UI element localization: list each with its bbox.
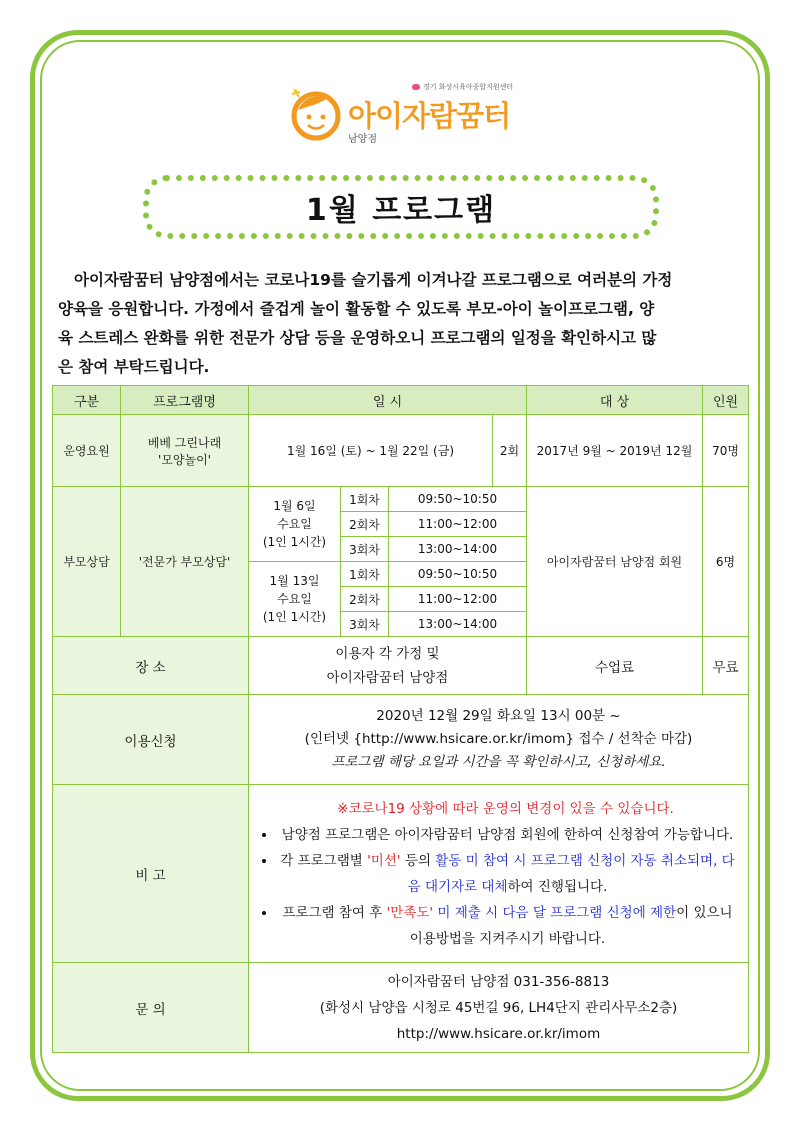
row2-day1-date: 1월 6일: [273, 499, 316, 513]
table-header-row: [53, 386, 749, 415]
note-text: 이 있으니 이용방법을 지켜주시기 바랍니다.: [409, 904, 733, 947]
child-face-logo-icon: [288, 86, 344, 142]
row2-day1-weekday: 수요일: [277, 517, 312, 531]
session-time: 11:00~12:00: [389, 512, 527, 537]
notes-list: [259, 822, 738, 952]
header-target: 대 상: [527, 386, 703, 415]
session-label: 2회차: [341, 587, 389, 612]
notes-label: 비 고: [53, 785, 249, 963]
table-row: [53, 415, 749, 487]
logo-org-text: 경기 화성시육아종합지원센터: [423, 83, 514, 91]
row1-times: 2회: [493, 415, 527, 487]
place-label: 장 소: [53, 637, 249, 695]
header-datetime: 일 시: [249, 386, 527, 415]
logo-organization: [412, 82, 513, 92]
place-value-line2: 아이자람꿈터 남양점: [326, 669, 449, 686]
apply-method: (인터넷 {http://www.hsicare.or.kr/imom} 접수 / 선착순 마감): [304, 731, 693, 747]
note-item: [277, 848, 738, 900]
apply-date: 2020년 12월 29일 화요일 13시 00분 ~: [376, 708, 621, 724]
note-mission: '미션': [367, 852, 401, 869]
session-time: 13:00~14:00: [389, 612, 527, 637]
table-row: [53, 637, 749, 695]
covid-warning: ※코로나19 상황에 따라 운영의 변경이 있을 수 있습니다.: [337, 800, 674, 817]
row2-target: 아이자람꿈터 남양점 회원: [527, 487, 703, 637]
row1-target: 2017년 9월 ~ 2019년 12월: [527, 415, 703, 487]
row2-day2-weekday: 수요일: [277, 592, 312, 606]
logo: [288, 72, 538, 152]
apply-reminder: 프로그램 해당 요일과 시간을 꼭 확인하시고, 신청하세요.: [331, 754, 666, 770]
logo-name: 아이자람꿈터: [348, 99, 511, 133]
session-label: 2회차: [341, 512, 389, 537]
apply-label: 이용신청: [53, 695, 249, 785]
apply-info: [249, 695, 749, 785]
contact-url[interactable]: http://www.hsicare.or.kr/imom: [396, 1025, 601, 1042]
contact-label: 문 의: [53, 963, 249, 1053]
row1-category: 운영요원: [53, 415, 121, 487]
table-row: [53, 963, 749, 1053]
title-box: [143, 175, 659, 239]
session-time: 09:50~10:50: [389, 562, 527, 587]
row2-day2: [249, 562, 341, 637]
contact-info: [249, 963, 749, 1053]
fee-value: 무료: [703, 637, 749, 695]
place-value: [249, 637, 527, 695]
note-restriction: 미 제출 시 다음 달 프로그램 신청에 제한: [433, 904, 677, 921]
intro-paragraph: [58, 266, 748, 382]
table-row: [53, 785, 749, 963]
session-label: 3회차: [341, 537, 389, 562]
note-cancel-rule: 활동 미 참여 시 프로그램 신청이 자동 취소되며, 다음 대기자로 대체: [407, 852, 735, 895]
session-time: 13:00~14:00: [389, 537, 527, 562]
session-time: 09:50~10:50: [389, 487, 527, 512]
org-mark-icon: [412, 84, 420, 90]
note-text: 프로그램 참여 후: [282, 904, 387, 921]
row1-program: [121, 415, 249, 487]
note-text: 등의: [400, 852, 436, 869]
row2-category: 부모상담: [53, 487, 121, 637]
table-row: [53, 695, 749, 785]
note-satisfaction: '만족도': [386, 904, 434, 921]
page-title: 1월 프로그램: [305, 193, 497, 228]
session-label: 3회차: [341, 612, 389, 637]
row2-program: '전문가 부모상담': [121, 487, 249, 637]
row2-day2-duration: (1인 1시간): [262, 610, 327, 624]
note-text: 하여 진행됩니다.: [507, 878, 608, 895]
row1-count: 70명: [703, 415, 749, 487]
intro-line: 은 참여 부탁드립니다.: [58, 358, 210, 376]
row2-day2-date: 1월 13일: [269, 574, 320, 588]
place-value-line1: 이용자 각 가정 및: [335, 645, 440, 662]
fee-label: 수업료: [527, 637, 703, 695]
row2-day1: [249, 487, 341, 562]
program-table: [52, 385, 749, 1053]
note-item: [277, 900, 738, 952]
session-label: 1회차: [341, 562, 389, 587]
row2-count: 6명: [703, 487, 749, 637]
contact-phone: 아이자람꿈터 남양점 031-356-8813: [387, 973, 610, 990]
session-label: 1회차: [341, 487, 389, 512]
row1-program-line2: '모양놀이': [158, 452, 211, 467]
row1-program-line1: 베베 그린나래: [147, 435, 222, 450]
logo-branch: 남양점: [348, 134, 377, 145]
session-time: 11:00~12:00: [389, 587, 527, 612]
header-program: 프로그램명: [121, 386, 249, 415]
intro-line: 육 스트레스 완화를 위한 전문가 상담 등을 운영하오니 프로그램의 일정을 확인하시고 많: [58, 329, 657, 347]
intro-line: 아이자람꿈터 남양점에서는 코로나19를 슬기롭게 이겨나갈 프로그램으로 여러분의 가정: [74, 271, 673, 289]
row1-dates: 1월 16일 (토) ~ 1월 22일 (금): [249, 415, 493, 487]
header-count: 인원: [703, 386, 749, 415]
notes-content: [249, 785, 749, 963]
intro-line: 양육을 응원합니다. 가정에서 즐겁게 놀이 활동할 수 있도록 부모-아이 놀이프로그램, 양: [58, 300, 655, 318]
row2-day1-duration: (1인 1시간): [262, 535, 327, 549]
table-row: [53, 487, 749, 512]
note-item: • 남양점 프로그램은 아이자람꿈터 남양점 회원에 한하여 신청참여 가능합니다.: [277, 822, 738, 848]
note-text: 각 프로그램별: [280, 852, 368, 869]
header-category: 구분: [53, 386, 121, 415]
contact-address: (화성시 남양읍 시청로 45번길 96, LH4단지 관리사무소2층): [319, 999, 678, 1016]
